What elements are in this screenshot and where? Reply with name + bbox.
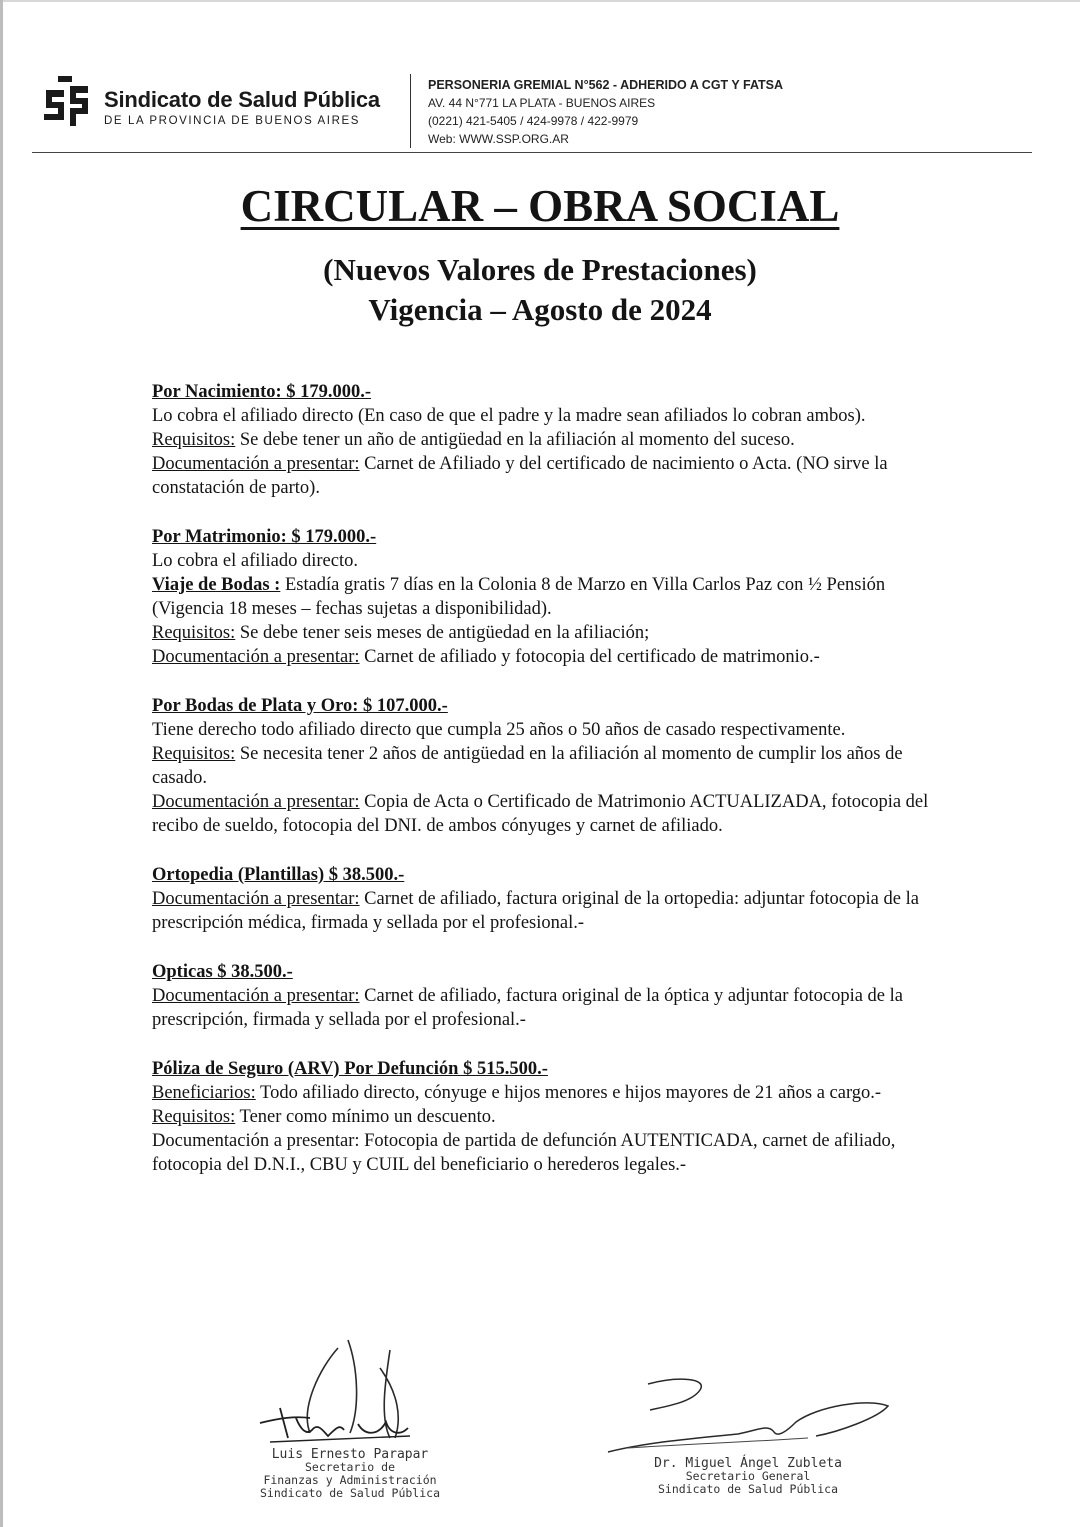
signer-role: Secretario de (304, 1460, 395, 1474)
requirements-text: Se debe tener un año de antigüedad en la afiliación al momento del suceso. (235, 430, 795, 450)
documentation-label: Documentación a presentar: (152, 647, 360, 667)
documentation: Documentación a presentar: Fotocopia de partida de defunción AUTENTICADA, carnet de afiliado, fotocopia del D.N.I., CBU y CUIL del beneficiario o herederos legales.- (152, 1131, 896, 1175)
honeymoon-label: Viaje de Bodas : (152, 575, 281, 595)
requirements-text: Tener como mínimo un descuento. (235, 1107, 496, 1127)
beneficiaries-text: Todo afiliado directo, cónyuge e hijos menores e hijos mayores de 21 años a cargo.- (255, 1083, 882, 1103)
section-nacimiento (152, 380, 932, 500)
signature-left-caption (240, 1448, 460, 1500)
signature-right (588, 1372, 908, 1522)
handwritten-signature-right (588, 1372, 908, 1462)
document-title (0, 178, 1080, 234)
signer-org: Sindicato de Salud Pública (259, 1486, 440, 1500)
paragraph: Tiene derecho todo afiliado directo que cumpla 25 años o 50 años de casado respectivamente. (152, 720, 846, 740)
section-opticas (152, 960, 932, 1032)
documentation (152, 452, 932, 500)
honeymoon-text: Estadía gratis 7 días en la Colonia 8 de Marzo en Villa Carlos Paz con ½ Pensión (Vigencia 18 meses – fechas sujetas a disponibilidad). (152, 575, 886, 619)
requirements (152, 428, 932, 452)
contact-line-web: Web: WWW.SSP.ORG.AR (428, 132, 569, 146)
handwritten-signature-left (240, 1338, 460, 1458)
requirements-text: Se debe tener seis meses de antigüedad en la afiliación; (235, 623, 650, 643)
beneficiaries-label: Beneficiarios: (152, 1083, 256, 1103)
documentation (152, 984, 932, 1032)
document-body (152, 380, 932, 1202)
subtitle-line-1: (Nuevos Valores de Prestaciones) (323, 252, 757, 287)
org-name: Sindicato de Salud Pública (104, 87, 380, 112)
beneficiaries (152, 1081, 932, 1105)
header-divider (410, 74, 411, 148)
section-title: Por Matrimonio: $ 179.000.- (152, 527, 377, 547)
contact-line-personeria: PERSONERIA GREMIAL N°562 - ADHERIDO A CGT Y FATSA (428, 78, 784, 92)
org-subtitle: DE LA PROVINCIA DE BUENOS AIRES (104, 115, 361, 127)
section-title: Póliza de Seguro (ARV) Por Defunción $ 515.500.- (152, 1059, 548, 1079)
signer-org: Sindicato de Salud Pública (657, 1482, 838, 1496)
signature-left (240, 1338, 460, 1518)
requirements-label: Requisitos: (152, 744, 236, 764)
subtitle-line-2: Vigencia – Agosto de 2024 (368, 292, 712, 327)
paragraph: Lo cobra el afiliado directo. (152, 551, 358, 571)
section-title: Ortopedia (Plantillas) $ 38.500.- (152, 865, 405, 885)
signer-role: Secretario General (685, 1469, 811, 1483)
requirements (152, 1105, 932, 1129)
signer-role: Finanzas y Administración (263, 1473, 437, 1487)
header-rule (32, 152, 1032, 153)
section-ortopedia (152, 863, 932, 935)
section-matrimonio (152, 525, 932, 669)
section-title: Por Nacimiento: $ 179.000.- (152, 382, 372, 402)
signer-name: Luis Ernesto Parapar (271, 1447, 429, 1462)
scan-edge-top (0, 0, 1080, 2)
ssp-logo-icon (44, 76, 96, 128)
requirements (152, 621, 932, 645)
section-poliza (152, 1057, 932, 1177)
requirements-label: Requisitos: (152, 1107, 236, 1127)
section-title: Opticas $ 38.500.- (152, 962, 293, 982)
documentation-text: Carnet de afiliado, factura original de la ortopedia: adjuntar fotocopia de la prescripción médica, firmada y sellada por el profesional.- (152, 889, 919, 933)
requirements-label: Requisitos: (152, 623, 236, 643)
documentation-text: Copia de Acta o Certificado de Matrimonio ACTUALIZADA, fotocopia del recibo de sueldo, fotocopia del DNI. de ambos cónyuges y carnet de afiliado. (152, 792, 929, 836)
documentation (152, 887, 932, 935)
documentation-label: Documentación a presentar: (152, 889, 360, 909)
documentation (152, 790, 932, 838)
requirements-text: Se necesita tener 2 años de antigüedad en la afiliación al momento de cumplir los años de casado. (152, 744, 903, 788)
section-title: Por Bodas de Plata y Oro: $ 107.000.- (152, 696, 448, 716)
contact-line-address: AV. 44 N°771 LA PLATA - BUENOS AIRES (428, 96, 656, 110)
documentation-label: Documentación a presentar: (152, 792, 360, 812)
contact-block (428, 76, 783, 148)
contact-line-phones: (0221) 421-5405 / 424-9978 / 422-9979 (428, 114, 639, 128)
requirements (152, 742, 932, 790)
requirements-label: Requisitos: (152, 430, 236, 450)
documentation-text: Carnet de Afiliado y del certificado de nacimiento o Acta. (NO sirve la constatación de parto). (152, 454, 888, 498)
documentation-text: Carnet de afiliado, factura original de la óptica y adjuntar fotocopia de la prescripción, firmada y sellada por el profesional.- (152, 986, 903, 1030)
signature-right-caption (628, 1457, 868, 1496)
letterhead (44, 74, 1034, 152)
section-bodas (152, 694, 932, 838)
paragraph: Lo cobra el afiliado directo (En caso de que el padre y la madre sean afiliados lo cobran ambos). (152, 406, 866, 426)
documentation-text: Carnet de afiliado y fotocopia del certificado de matrimonio.- (359, 647, 820, 667)
signer-name: Dr. Miguel Ángel Zubleta (654, 1456, 842, 1471)
document-subtitle (0, 250, 1080, 330)
document-title-text: CIRCULAR – OBRA SOCIAL (240, 181, 840, 231)
documentation (152, 645, 932, 669)
documentation-label: Documentación a presentar: (152, 986, 360, 1006)
documentation-label: Documentación a presentar: (152, 454, 360, 474)
honeymoon (152, 573, 932, 621)
